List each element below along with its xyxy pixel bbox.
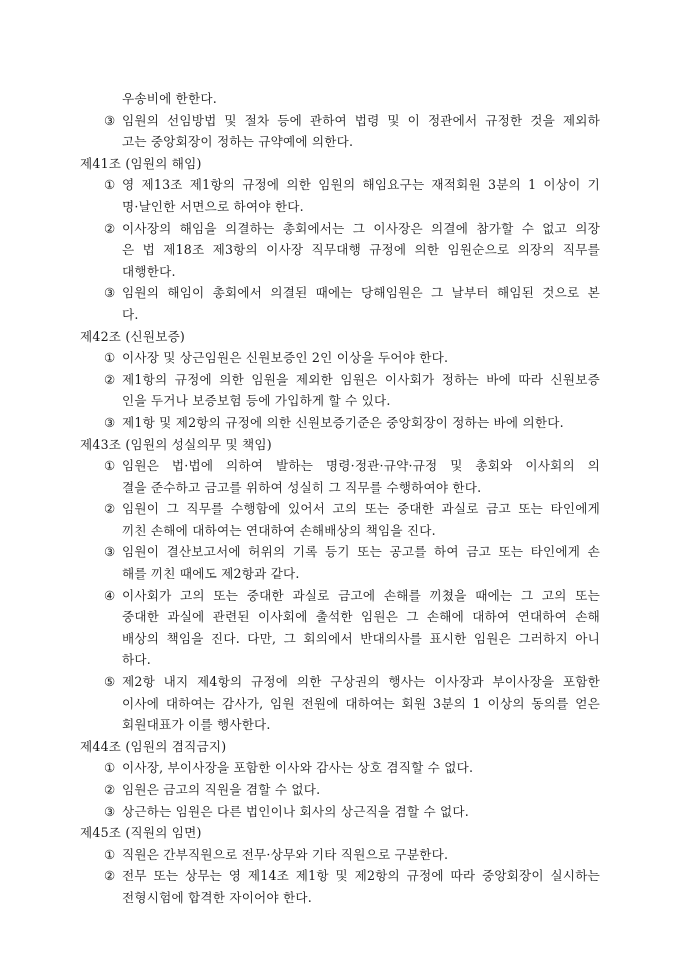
clause-item	[0, 865, 680, 887]
clause-item	[0, 110, 680, 132]
clause-number: ②	[104, 371, 116, 387]
clause-text: 배상의 책임을 진다. 다만, 그 회의에서 반대의사를 표시한 임원은 그러하지 아니	[122, 630, 600, 646]
clause-text: 하다.	[122, 652, 151, 668]
clause-text: 제2항 내지 제4항의 규정에 의한 구상권의 행사는 이사장과 부이사장을 포함한	[122, 674, 600, 690]
clause-continuation	[0, 390, 680, 412]
clause-item	[0, 498, 680, 520]
clause-text: 전무 또는 상무는 영 제14조 제1항 및 제2항의 규정에 따라 중앙회장이 실시하는	[122, 868, 600, 884]
clause-text: 직원은 간부직원으로 전무·상무와 기타 직원으로 구분한다.	[122, 846, 449, 862]
clause-text: 제1항의 규정에 의한 임원을 제외한 임원은 이사회가 정하는 바에 따라 신원보증	[122, 371, 600, 387]
clause-continuation	[0, 196, 680, 218]
clause-continuation	[0, 887, 680, 909]
clause-text: 인을 두거나 보증보험 등에 가입하게 할 수 있다.	[122, 393, 391, 409]
clause-continuation	[0, 606, 680, 628]
clause-number: ①	[104, 760, 116, 776]
clause-number: ③	[104, 112, 116, 128]
article-heading: 제43조 (임원의 성실의무 및 책임)	[80, 436, 272, 452]
clause-text: 중대한 과실에 관련된 이사회에 출석한 임원은 그 손해에 대하여 연대하여 손해	[122, 609, 600, 625]
clause-item	[0, 455, 680, 477]
clause-item	[0, 757, 680, 779]
clause-number: ③	[104, 803, 116, 819]
clause-text: 임원은 금고의 직원을 겸할 수 없다.	[122, 782, 321, 797]
clause-text: 이사장의 해임을 의결하는 총회에서는 그 이사장은 의결에 참가할 수 없고 의장	[122, 220, 600, 236]
clause-continuation	[0, 520, 680, 542]
clause-number: ③	[104, 414, 116, 430]
clause-text: 다.	[122, 306, 139, 322]
clause-item	[0, 541, 680, 563]
clause-text: 임원이 그 직무를 수행함에 있어서 고의 또는 중대한 과실로 금고 또는 타인에게	[122, 501, 600, 517]
clause-continuation	[0, 304, 680, 326]
clause-text: 고는 중앙회장이 정하는 규약예에 의한다.	[122, 134, 354, 150]
clause-text: 끼친 손해에 대하여는 연대하여 손해배상의 책임을 진다.	[122, 522, 436, 538]
clause-continuation	[0, 649, 680, 671]
clause-item	[0, 801, 680, 823]
clause-text: 이사회가 고의 또는 중대한 과실로 금고에 손해를 끼쳤을 때에는 그 고의 또는	[122, 587, 600, 603]
clause-text: 회원대표가 이를 행사한다.	[122, 717, 271, 733]
clause-item	[0, 218, 680, 240]
clause-number: ①	[104, 177, 116, 193]
clause-continuation	[0, 239, 680, 261]
clause-text: 영 제13조 제1항의 규정에 의한 임원의 해임요구는 재적회원 3분의 1 이상이 기	[122, 177, 600, 193]
clause-item	[0, 585, 680, 607]
clause-number: ①	[104, 350, 116, 366]
document-page	[0, 88, 680, 909]
clause-number: ③	[104, 285, 116, 301]
clause-number: ②	[104, 501, 116, 517]
clause-text: 임원은 법·법에 의하여 발하는 명령·정관·규약·규정 및 총회와 이사회의 의	[122, 458, 600, 474]
clause-number: ⑤	[104, 674, 116, 690]
clause-continuation	[0, 714, 680, 736]
article-heading: 제42조 (신원보증)	[80, 328, 186, 344]
clause-number: ④	[104, 587, 116, 603]
clause-text: 임원이 결산보고서에 허위의 기록 등기 또는 공고를 하여 금고 또는 타인에게 손	[122, 544, 600, 560]
clause-item	[0, 347, 680, 369]
article-heading: 제44조 (임원의 겸직금지)	[80, 738, 227, 754]
clause-number: ②	[104, 868, 116, 884]
clause-text: 대행한다.	[122, 263, 176, 279]
clause-item	[0, 282, 680, 304]
clause-item	[0, 779, 680, 801]
clause-continuation	[0, 628, 680, 650]
clause-continuation	[0, 131, 680, 153]
article-heading: 제45조 (직원의 임면)	[80, 825, 202, 841]
clause-number: ①	[104, 846, 116, 862]
clause-item	[0, 369, 680, 391]
clause-text: 이사에 대하여는 감사가, 임원 전원에 대하여는 회원 3분의 1 이상의 동의를 얻은	[122, 695, 600, 711]
clause-text: 명·날인한 서면으로 하여야 한다.	[122, 198, 304, 214]
clause-number: ②	[104, 220, 116, 236]
clause-text: 전형시험에 합격한 자이어야 한다.	[122, 889, 312, 905]
clause-continuation	[0, 261, 680, 283]
clause-number: ②	[104, 782, 116, 797]
clause-text: 해를 끼친 때에도 제2항과 같다.	[122, 566, 300, 582]
clause-item	[0, 671, 680, 693]
clause-text: 은 법 제18조 제3항의 이사장 직무대행 규정에 의한 임원순으로 의장의 직무를	[122, 242, 600, 258]
clause-text: 이사장 및 상근임원은 신원보증인 2인 이상을 두어야 한다.	[122, 350, 449, 366]
clause-number: ③	[104, 544, 116, 560]
clause-item	[0, 844, 680, 866]
clause-text: 이사장, 부이사장을 포함한 이사와 감사는 상호 겸직할 수 없다.	[122, 760, 474, 776]
clause-text: 임원의 해임이 총회에서 의결된 때에는 당해임원은 그 날부터 해임된 것으로 본	[122, 285, 600, 301]
clause-item	[0, 412, 680, 434]
clause-text: 우송비에 한한다.	[122, 91, 217, 106]
clause-continuation	[0, 693, 680, 715]
clause-number: ①	[104, 458, 116, 474]
clause-continuation	[0, 563, 680, 585]
clause-text: 제1항 및 제2항의 규정에 의한 신원보증기준은 중앙회장이 정하는 바에 의한다.	[122, 414, 564, 430]
clause-item	[0, 174, 680, 196]
clause-continuation	[0, 477, 680, 499]
article-heading: 제41조 (임원의 해임)	[80, 155, 202, 171]
clause-text: 임원의 선임방법 및 절차 등에 관하여 법령 및 이 정관에서 규정한 것을 제외하	[122, 112, 600, 128]
clause-text: 결을 준수하고 금고를 위하여 성실히 그 직무를 수행하여야 한다.	[122, 479, 482, 495]
clause-continuation	[0, 88, 680, 110]
clause-text: 상근하는 임원은 다른 법인이나 회사의 상근직을 겸할 수 없다.	[122, 803, 469, 819]
